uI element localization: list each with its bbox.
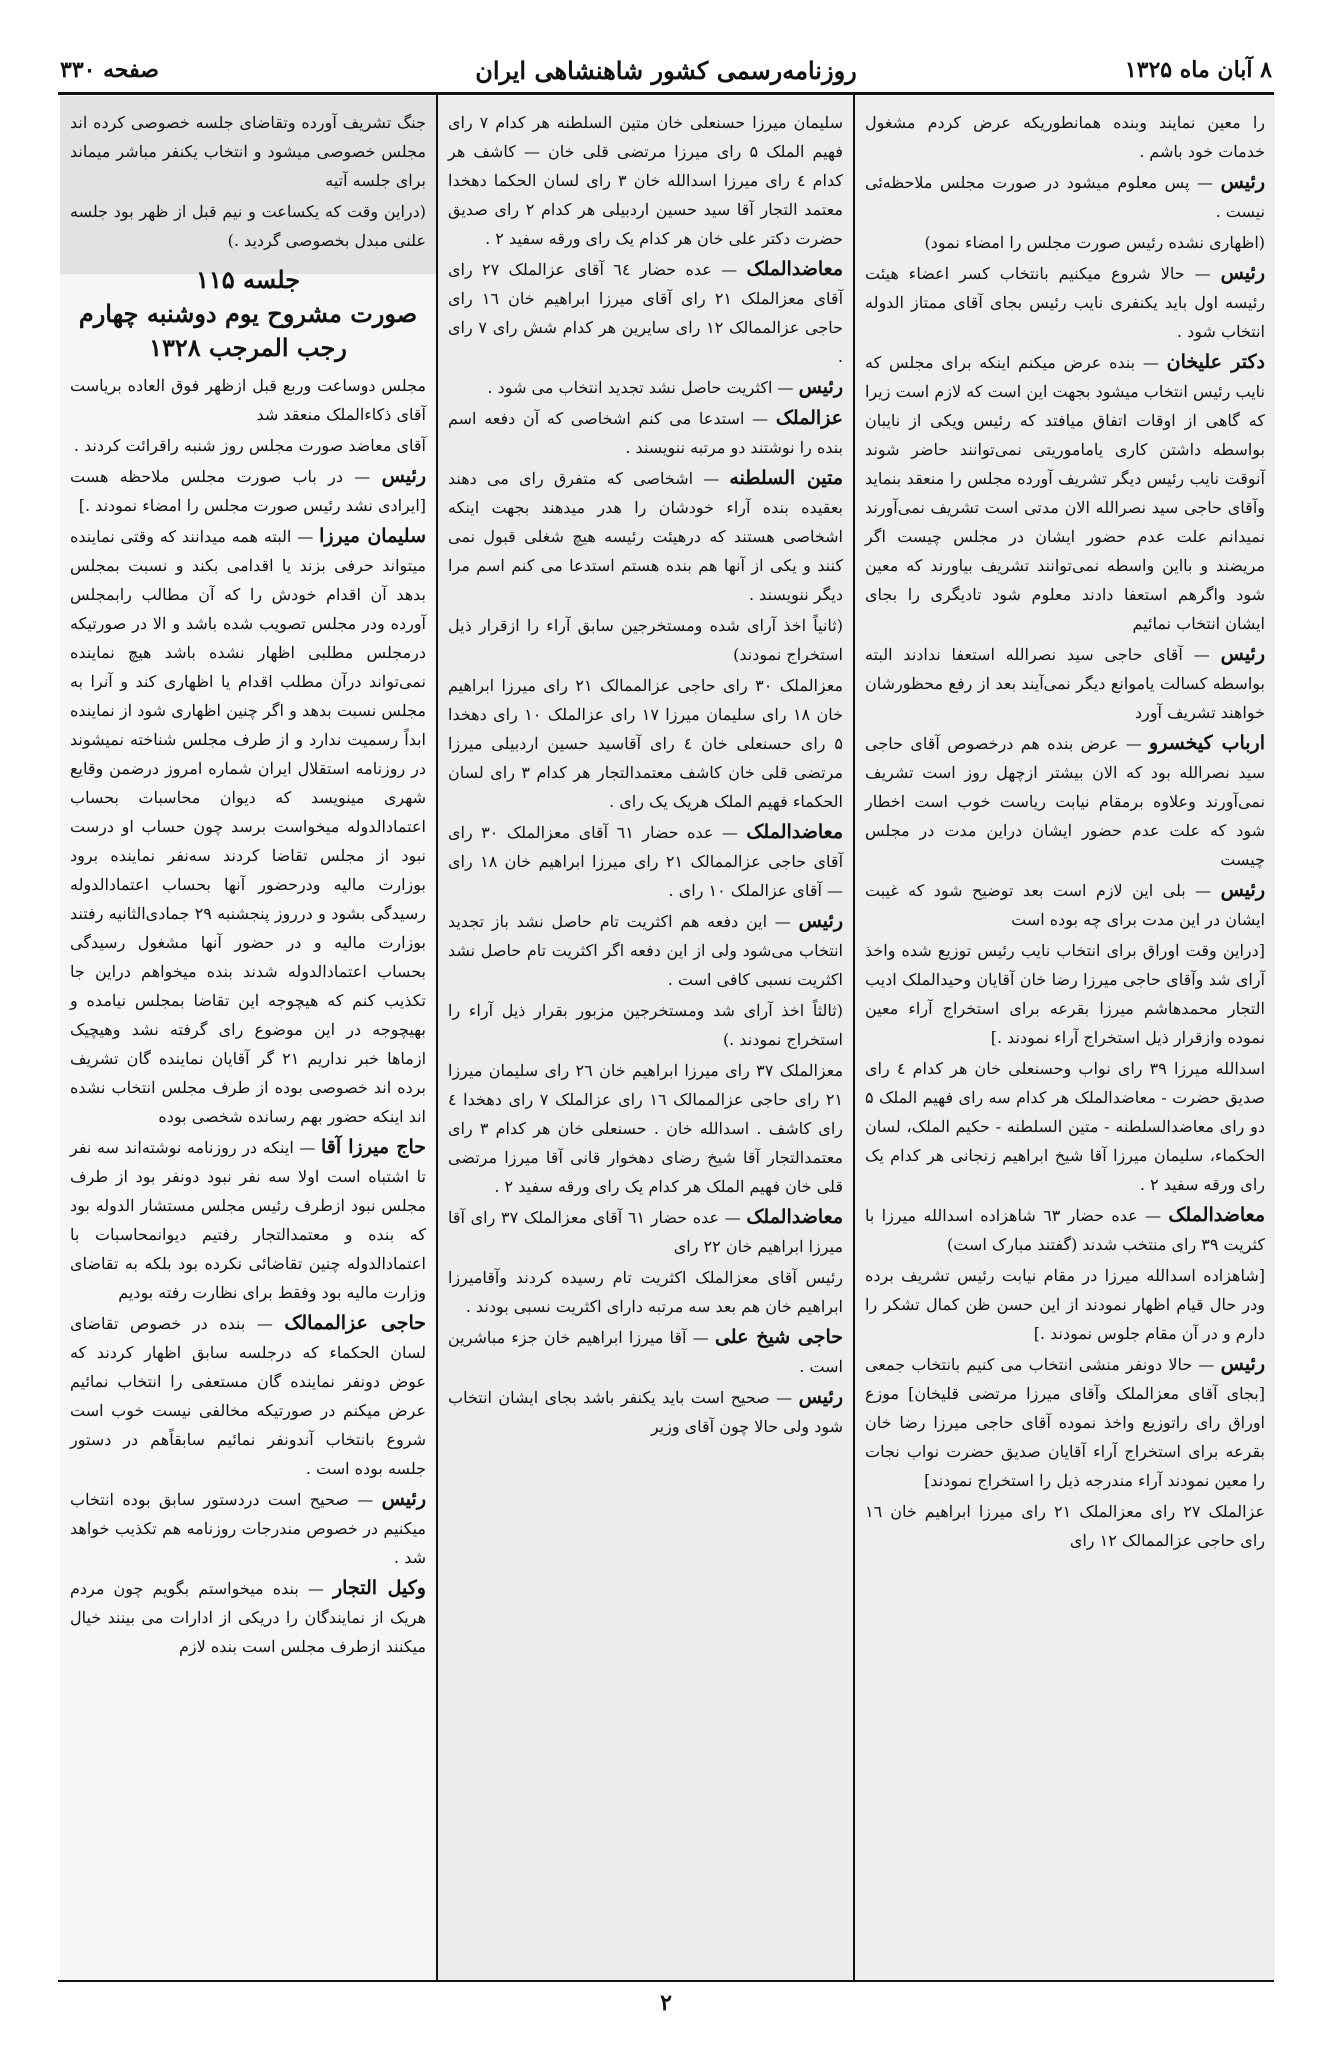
paragraph — [70, 462, 426, 520]
paragraph — [448, 611, 843, 669]
right-column — [855, 100, 1275, 1975]
paragraph — [448, 1323, 843, 1381]
speaker-name: رئیس — [798, 910, 843, 932]
speaker-name: دکتر علیخان — [1166, 351, 1265, 373]
paragraph — [448, 671, 843, 816]
paragraph-text: جنگ تشریف آورده وتقاضای جلسه خصوصی کرده اند مجلس خصوصی میشود و انتخاب یکنفر مباشر میماند برای جلسه آتیه — [70, 113, 426, 190]
paragraph-text: — البته همه میدانند که وقتی نماینده میتواند حرفی بزند یا اقدامی بکند و نسبت بمجلس بدهد آن اقدام خودش را که آن مطالب رابمجلس آورده ودر مجلس تصویب شده باشد و الا در صورتیکه درمجلس مطلبی اظهار نشده باشد هیچ نماینده نمی‌تواند درآن مطلب اقدام یا اظهاری کند و آنرا به مجلس نسبت بدهد و اگر چنین اظهاری شود از نماینده ابداً رسمیت ندارد و از طرف مجلس شناخته نمیشوند در روزنامه استقلال ایران شماره امروز درضمن وقایع شهری مینویسد که دیوان محاسبات بحساب اعتمادالدوله میخواست برسد چون حساب او درست نبود از مجلس تقاضا کردند سه‌نفر نماینده برود بوزارت مالیه ودرحضور آنها بحساب اعتمادالدوله رسیدگی بشود و درروز پنجشنبه ۲۹ جمادی‌الثانیه رفتند بوزارت مالیه و در حضور آنها مشغول رسیدگی بحساب اعتمادالدوله شدند بنده میخواهم دراین جا تکذیب کنم که هیچوجه این تقاضا بمجلس نیامده و بهیچوجه در این موضوع رای گرفته نشد وهیچیک ازماها خبر نداریم ۲۱ گر آقایان نماینده گان تشریف برده اند خصوصی بوده از طرف مجلس انتخاب نشده اند اینکه حضور بهم رسانده شخصی بوده — [70, 527, 427, 1126]
session-header — [70, 263, 426, 365]
paragraph — [865, 1497, 1265, 1555]
speaker-name: رئیس — [1220, 879, 1265, 901]
paragraph — [448, 373, 843, 402]
paragraph-text: — این دفعه هم اکثریت تام حاصل نشد باز تجدید انتخاب می‌شود ولی از این دفعه اگر اکثریت تام حاصل نشد اکثریت نسبی کافی است . — [448, 912, 843, 989]
issue-date: ۸ آبان ماه ۱۳۲۵ — [1124, 57, 1272, 83]
paragraph — [865, 168, 1265, 226]
paragraph-text: — آقا میرزا ابراهیم خان جزء مباشرین است . — [448, 1328, 843, 1376]
speaker-name: رئیس — [1220, 643, 1266, 665]
paragraph — [865, 876, 1265, 934]
paragraph-text: سلیمان میرزا حسنعلی خان متین السلطنه هر کدام ۷ رای فهیم الملک ۵ رای میرزا مرتضی قلی خان — کاشف هر کدام ٤ رای میرزا اسدالله خان ۳ رای لسان الحکما دهخدا معتمد التجار آقا سید حسین اردبیلی هر کدام ۲ رای صدیق حضرت دکتر علی خان هر کدام یک رای ورقه سفید ۲ . — [448, 113, 844, 248]
session-title: صورت مشروح یوم دوشنبه چهارم رجب المرجب ۱۳۲۸ — [78, 299, 418, 362]
paragraph-text: — عرض بنده هم درخصوص آقای حاجی سید نصرالله بود که الان بیشتر ازچهل روز است تشریف نمی‌آورند وعلاوه برمقام نیابت ریاست خوب است اخطار شود که علت عدم حضور ایشان دراین مدت در مجلس چیست — [865, 734, 1265, 869]
speaker-name: معاضدالملک — [746, 1206, 843, 1228]
paragraph-text: عزالملک ۲۷ رای معزالملک ۲۱ رای میرزا ابراهیم خان ۱٦ رای حاجی عزالممالک ۱۲ رای — [865, 1502, 1266, 1550]
paragraph — [448, 464, 843, 609]
paragraph-text: (ثانیاً اخذ آرای شده ومستخرجین سابق آراء را ازقرار ذیل استخراج نمودند) — [448, 616, 843, 664]
paragraph — [70, 1309, 426, 1483]
paragraph — [865, 936, 1265, 1052]
paragraph — [865, 1350, 1265, 1495]
paragraph-text: — عده حضار ٦۱ آقای معزالملک ۳۷ رای آقا میرزا ابراهیم خان ۲۲ رای — [448, 1208, 843, 1256]
paragraph-text: معزالملک ۳۰ رای حاجی عزالممالک ۲۱ رای میرزا ابراهیم خان ۱۸ رای سلیمان میرزا ۱۷ رای عزالملک ۱۰ رای دهخدا ۵ رای حسنعلی خان ٤ رای آقاسید حسین اردبیلی میرزا مرتضی قلی خان کاشف معتمدالتجار هر کدام ۳ رای لسان الحکماء فهیم الملک هریک یک رای . — [448, 676, 844, 811]
speaker-name: حاجی شیخ علی — [714, 1326, 843, 1348]
session-number: جلسه ۱۱۵ — [195, 265, 301, 294]
paragraph — [865, 259, 1265, 346]
paragraph — [448, 1056, 843, 1201]
speaker-name: عزالملک — [775, 407, 844, 429]
speaker-name: رئیس — [1220, 171, 1265, 193]
paragraph-text: — اشخاصی که متفرق رای می دهند بعقیده بنده آراء خودشان را هدر میدهند بجهت اینکه اشخاصی هستند که درهیئت رئیسه هیچ شغلی قبول نمی کنند و یکی از آنها هم بنده هستم استدعا می کنم اسم مرا دیگر ننویسند . — [448, 469, 843, 604]
paragraph-text: — صحیح است دردستور سابق بوده انتخاب میکنیم در خصوص مندرجات روزنامه هم تکذیب خواهد شد . — [70, 1490, 426, 1567]
paragraph-text: — اینکه در روزنامه نوشته‌اند سه نفر تا اشتباه است اولا سه نفر نبود دونفر بود از طرف مجلس نبود ازطرف رئیس مجلس مستشار الدوله بود که بنده و معتمدالتجار رفتیم دیوانمحاسبات با اعتمادالدوله چنین تقاضائی نکرده بود بلکه به تقاضای وزارت مالیه بود وفقط برای نظارت رفته بودیم — [70, 1138, 426, 1302]
paragraph-text: را معین نمایند وبنده همانطوریکه عرض کردم مشغول خدمات خود باشم . — [865, 113, 1265, 161]
speaker-name: حاج میرزا آقا — [320, 1136, 426, 1158]
paragraph-text: — عده حضار ٦٤ آقای عزالملک ۲۷ رای آقای معزالملک ۲۱ رای آقای میرزا ابراهیم خان ۱٦ رای حاجی عزالممالک ۱۲ رای سایرین هر کدام شش رای ۷ رای . — [448, 260, 844, 366]
paragraph-text: [دراین وقت اوراق برای انتخاب نایب رئیس توزیع شده واخذ آرای شد وآقای حاجی میرزا رضا خان آقایان وحیدالملک ادیب التجار محمدهاشم میرزا بقرعه برای استخراج آراء معین نموده وازقرار ذیل استخراج آراء نمودند .] — [865, 941, 1265, 1047]
paragraph — [70, 1485, 426, 1572]
paragraph — [448, 1383, 843, 1441]
speaker-name: متین السلطنه — [729, 467, 843, 489]
paragraph-text: اسدالله میرزا ۳۹ رای نواب وحسنعلی خان هر کدام ٤ رای صدیق حضرت - معاضدالملک هر کدام سه رای فهیم الملک ۵ دو رای معاضدالسلطنه - متین السلطنه - حکیم الملک، لسان الحکماء، سلیمان میرزا آقا شیخ ابراهیم زنجانی هر کدام یک رای ورقه سفید ۲ . — [865, 1059, 1266, 1194]
speaker-name: رئیس — [1220, 1353, 1266, 1375]
page-number: ۲ — [660, 1990, 672, 2016]
paragraph-text: — بنده عرض میکنم اینکه برای مجلس که نایب رئیس انتخاب میشود بجهت این است که لازم است زیرا که گاهی از اوقات اتفاق میافتد که رئیس ویکی از نایبان بواسطه داشتن کاری یاماموریتی نمی‌توانند حاضر شوند آنوقت نایب رئیس دیگر تشریف آورده مجلس را منعقد بنماید وآقای حاجی سید نصرالله الان مدتی است تشریف نمی‌آورند نمیدانم علت عدم حضور ایشان در مجلس چیست اگر مریضند و بااین واسطه نمی‌توانند تشریف بیاورند که معین شود واگرهم استعفا دادند معلوم شود تادیگری را بجای ایشان انتخاب نمائیم — [865, 353, 1265, 633]
paragraph — [448, 404, 843, 462]
paragraph-text: — پس معلوم میشود در صورت مجلس ملاحظه‌ئی نیست . — [865, 173, 1265, 221]
left-column — [60, 100, 436, 1975]
left-column-body — [70, 371, 426, 1661]
paragraph-text: — صحیح است باید یکنفر باشد بجای ایشان انتخاب شود ولی حالا چون آقای وزیر — [448, 1388, 843, 1436]
paragraph-text: (دراین وقت که یکساعت و نیم قبل از ظهر بود جلسه علنی مبدل بخصوصی گردید .) — [70, 202, 426, 250]
paragraph-text: — در باب صورت مجلس ملاحظه هست [ایرادی نشد رئیس صورت مجلس را امضاء نمودند .] — [70, 467, 426, 515]
paragraph — [865, 108, 1265, 166]
paragraph-text: [شاهزاده اسدالله میرزا در مقام نیابت رئیس تشریف برده ودر حال قیام اظهار نمودند از این حسن ظن کمال تشکر را دارم و در آن مقام جلوس نمودند .] — [865, 1266, 1265, 1343]
speaker-name: معاضدالملک — [1168, 1204, 1265, 1226]
paragraph-text: — عده حضار ٦١ آقای معزالملک ۳۰ رای آقای حاجی عزالممالک ۲۱ رای میرزا ابراهیم خان ۱۸ رای — آقای عزالملک ۱۰ رای . — [448, 823, 844, 900]
paragraph-text: — بنده میخواستم بگویم چون مردم هریک از نمایندگان را دریکی از ادارات می بینند خیال میکنند ازطرف مجلس است بنده لازم — [70, 1579, 426, 1656]
paragraph-text: — عده حضار ٦٣ شاهزاده اسدالله میرزا با کثریت ۳۹ رای منتخب شدند (گفتند مبارک است) — [865, 1206, 1265, 1254]
speaker-name: رئیس — [798, 376, 843, 398]
paragraph — [865, 640, 1265, 727]
paragraph — [70, 1133, 426, 1307]
speaker-name: رئیس — [1220, 262, 1265, 284]
speaker-name: رئیس — [381, 1488, 426, 1510]
speaker-name: معاضدالملک — [746, 821, 844, 843]
paragraph — [70, 108, 426, 195]
paragraph — [448, 108, 843, 253]
paragraph — [865, 1261, 1265, 1348]
footer-rule — [58, 1980, 1274, 1982]
paragraph — [448, 907, 843, 994]
paragraph — [865, 729, 1265, 874]
speaker-name: رئیس — [798, 1386, 843, 1408]
middle-column — [438, 100, 853, 1975]
paragraph-text: (ثالثاً اخذ آرای شد ومستخرجین مزبور بقرار ذیل آراء را استخراج نمودند .) — [448, 1001, 844, 1049]
paragraph — [865, 228, 1265, 257]
paragraph — [448, 1203, 843, 1261]
paragraph-text: آقای معاضد صورت مجلس روز شنبه راقرائت کردند . — [73, 436, 426, 455]
paragraph — [865, 1054, 1265, 1199]
paragraph-text: — استدعا می کنم اشخاصی که آن دفعه اسم بنده را نوشتند دو مرتبه ننویسند . — [448, 409, 843, 457]
paragraph — [448, 818, 843, 905]
paragraph-text: — آقای حاجی سید نصرالله استعفا ندادند البته بواسطه کسالت یاموانع دیگر نمی‌آیند بعد از رفع محظورشان خواهند تشریف آورد — [865, 645, 1265, 722]
paragraph — [448, 996, 843, 1054]
paragraph-text: — حالا شروع میکنیم بانتخاب کسر اعضاء هیئت رئیسه اول باید یکنفری نایب رئیس بجای آقای ممتاز الدوله انتخاب شود . — [865, 264, 1265, 341]
paragraph — [70, 522, 426, 1131]
paragraph-text: — اکثریت حاصل نشد تجدید انتخاب می شود . — [487, 378, 794, 397]
header-rule — [58, 92, 1274, 95]
page-header — [60, 48, 1272, 92]
paragraph — [865, 1201, 1265, 1259]
paragraph-text: مجلس دوساعت وربع قبل ازظهر فوق العاده بریاست آقای ذکاءالملک منعقد شد — [70, 376, 426, 424]
paragraph — [70, 431, 426, 460]
speaker-name: معاضدالملک — [746, 258, 844, 280]
paragraph — [448, 255, 843, 371]
speaker-name: وکیل التجار — [332, 1577, 426, 1599]
paragraph-text: — بنده در خصوص تقاضای لسان الحکماء که درجلسه سابق اظهار کردند که عوض دونفر نماینده گان مستعفی را انتخاب نمائیم عرض میکنم در صورتیکه مخالفی نیست خوب است شروع بانتخاب آندونفر نمائیم سابقاًهم در دستور جلسه بوده است . — [70, 1314, 426, 1478]
paragraph — [865, 348, 1265, 638]
paragraph — [70, 197, 426, 255]
paragraph — [70, 1574, 426, 1661]
paragraph-text: — بلی این لازم است بعد توضیح شود که غیبت ایشان در این مدت برای چه بوده است — [865, 881, 1265, 929]
paragraph-text: رئیس آقای معزالملک اکثریت تام رسیده کردند وآقامیرزا ابراهیم خان هم بعد سه مرتبه دارای اکثریت نسبی بودند . — [448, 1268, 843, 1316]
speaker-name: سلیمان میرزا — [319, 525, 426, 547]
page-label: صفحه ۳۳۰ — [60, 57, 159, 83]
paragraph-text: معزالملک ۳۷ رای میرزا ابراهیم خان ۲٦ رای سلیمان میرزا ۲۱ رای حاجی عزالممالک ۱٦ رای عزالملک ۷ رای دهخدا ٤ رای کاشف . اسدالله خان . حسنعلی خان هر کدام ۳ رای معتمدالتجار آقا شیخ رضای دهخوار قانی آقا میرزا مرتضی قلی خان فهیم الملک هر کدام یک رای ورقه سفید ۲ . — [448, 1061, 844, 1196]
paragraph-text: — حالا دونفر منشی انتخاب می کنیم بانتخاب جمعی [بجای آقای معزالملک وآقای میرزا مرتضی قلیخان] موزع اوراق رای راتوزیع واخذ نموده آقای حاجی میرزا رضا خان بقرعه برای استخراج آراء آقایان صدیق حضرت نواب نجات را معین نمودند آراء مندرجه ذیل را استخراج نمودند] — [865, 1355, 1266, 1490]
left-column-shaded-text — [70, 108, 426, 255]
newspaper-title: روزنامه‌رسمی کشور شاهنشاهی ایران — [475, 55, 857, 85]
paragraph — [448, 1263, 843, 1321]
paragraph — [70, 371, 426, 429]
speaker-name: رئیس — [381, 465, 426, 487]
speaker-name: ارباب کیخسرو — [1149, 732, 1265, 754]
paragraph-text: (اظهاری نشده رئیس صورت مجلس را امضاء نمود) — [924, 233, 1265, 252]
speaker-name: حاجی عزالممالک — [284, 1312, 427, 1334]
